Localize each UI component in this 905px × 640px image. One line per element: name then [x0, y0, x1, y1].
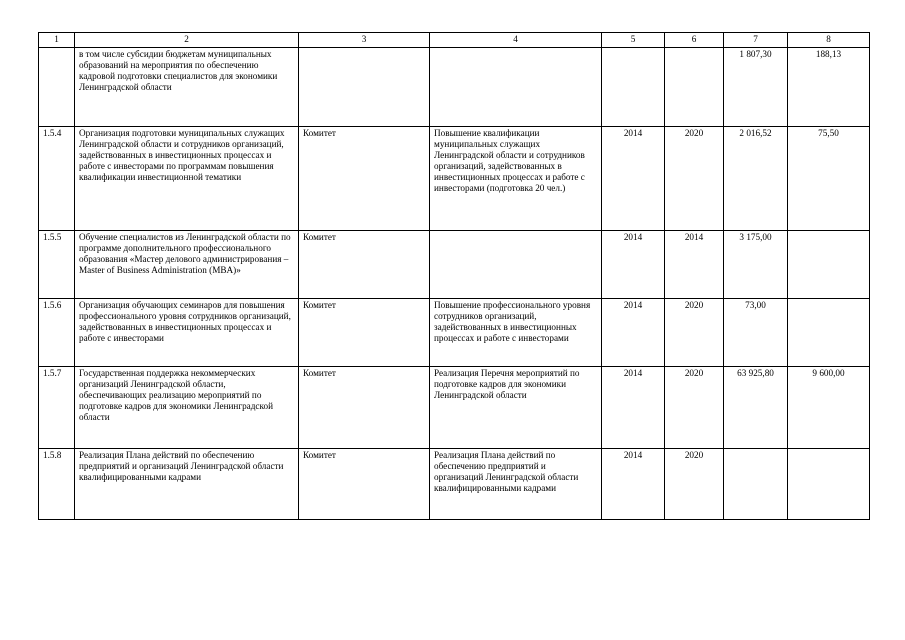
row-activity-name: в том числе субсидии бюджетам муниципальных образований на мероприятия по обеспечению кадровой подготовки специалистов для экономики Ленинградской области: [75, 48, 299, 127]
header-col-6: 6: [665, 33, 724, 48]
row-value-7: 2 016,52: [724, 127, 788, 231]
row-end-year: 2020: [665, 127, 724, 231]
table-row: [39, 127, 870, 231]
row-value-8: 9 600,00: [788, 367, 870, 449]
row-value-7: 1 807,30: [724, 48, 788, 127]
row-start-year: 2014: [602, 127, 665, 231]
row-activity-name: Реализация Плана действий по обеспечению предприятий и организаций Ленинградской области квалифицированными кадрами: [75, 449, 299, 520]
row-value-8: [788, 299, 870, 367]
header-col-3: 3: [299, 33, 430, 48]
header-col-5: 5: [602, 33, 665, 48]
row-executor: Комитет: [299, 127, 430, 231]
table-row: [39, 367, 870, 449]
row-executor: [299, 48, 430, 127]
row-start-year: 2014: [602, 231, 665, 299]
row-result: [430, 48, 602, 127]
header-col-8: 8: [788, 33, 870, 48]
row-end-year: [665, 48, 724, 127]
row-value-7: 73,00: [724, 299, 788, 367]
row-activity-name: Организация подготовки муниципальных служащих Ленинградской области и сотрудников организаций, задействованных в инвестиционных процессах и работе с инвесторами по программам повышения квалификации инвестиционной тематики: [75, 127, 299, 231]
row-start-year: [602, 48, 665, 127]
row-value-7: 63 925,80: [724, 367, 788, 449]
row-value-8: [788, 449, 870, 520]
row-start-year: 2014: [602, 367, 665, 449]
header-col-4: 4: [430, 33, 602, 48]
row-activity-name: Организация обучающих семинаров для повышения профессионального уровня сотрудников организаций, задействованных в инвестиционных процессах и работе с инвесторами: [75, 299, 299, 367]
row-code: 1.5.5: [39, 231, 75, 299]
row-result: Повышение квалификации муниципальных служащих Ленинградской области и сотрудников организаций, задействованных в инвестиционных процессах и работе с инвесторами (подготовка 20 чел.): [430, 127, 602, 231]
row-code: 1.5.4: [39, 127, 75, 231]
row-value-7: [724, 449, 788, 520]
table-row: [39, 449, 870, 520]
row-executor: Комитет: [299, 367, 430, 449]
row-value-8: [788, 231, 870, 299]
row-activity-name: Государственная поддержка некоммерческих организаций Ленинградской области, обеспечивающих реализацию мероприятий по подготовке кадров для экономики Ленинградской области: [75, 367, 299, 449]
row-result: [430, 231, 602, 299]
row-executor: Комитет: [299, 299, 430, 367]
row-code: [39, 48, 75, 127]
row-executor: Комитет: [299, 231, 430, 299]
row-activity-name: Обучение специалистов из Ленинградской области по программе дополнительного профессионального образования «Мастер делового администрирования – Master of Business Administration (MBA)»: [75, 231, 299, 299]
table-row: [39, 48, 870, 127]
program-activities-table: [38, 32, 870, 520]
header-col-1: 1: [39, 33, 75, 48]
row-code: 1.5.8: [39, 449, 75, 520]
row-end-year: 2020: [665, 299, 724, 367]
row-result: Повышение профессионального уровня сотрудников организаций, задействованных в инвестиционных процессах и работе с инвесторами: [430, 299, 602, 367]
row-executor: Комитет: [299, 449, 430, 520]
header-col-7: 7: [724, 33, 788, 48]
table-row: [39, 299, 870, 367]
table-header-row: [39, 33, 870, 48]
row-value-8: 75,50: [788, 127, 870, 231]
row-value-8: 188,13: [788, 48, 870, 127]
row-start-year: 2014: [602, 299, 665, 367]
row-code: 1.5.6: [39, 299, 75, 367]
row-result: Реализация Плана действий по обеспечению предприятий и организаций Ленинградской области квалифицированными кадрами: [430, 449, 602, 520]
table-row: [39, 231, 870, 299]
row-end-year: 2014: [665, 231, 724, 299]
row-value-7: 3 175,00: [724, 231, 788, 299]
row-start-year: 2014: [602, 449, 665, 520]
header-col-2: 2: [75, 33, 299, 48]
row-end-year: 2020: [665, 367, 724, 449]
row-end-year: 2020: [665, 449, 724, 520]
row-result: Реализация Перечня мероприятий по подготовке кадров для экономики Ленинградской области: [430, 367, 602, 449]
row-code: 1.5.7: [39, 367, 75, 449]
